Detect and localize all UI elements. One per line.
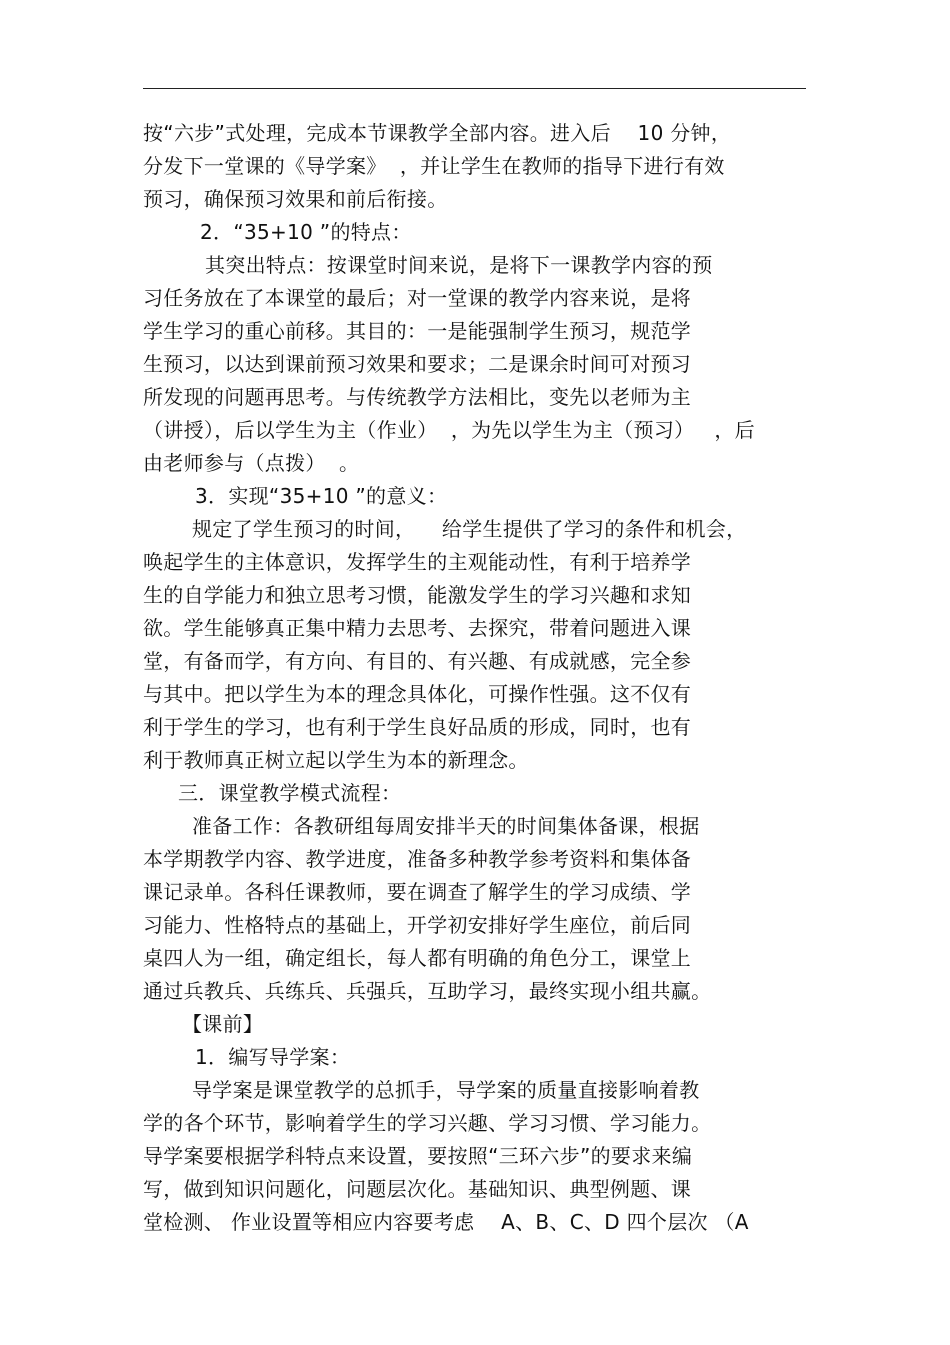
text-line: （讲授），后以学生为主（作业） ，为先以学生为主（预习） ，后 xyxy=(143,418,755,442)
text-line: 生预习，以达到课前预习效果和要求；二是课余时间可对预习 xyxy=(143,352,692,376)
text-line: 规定了学生预习的时间， 给学生提供了学习的条件和机会， xyxy=(192,517,747,541)
text-line: 按“六步”式处理，完成本节课教学全部内容。进入后 10 分钟， xyxy=(143,121,732,145)
text-line: 写，做到知识问题化，问题层次化。基础知识、典型例题、课 xyxy=(143,1177,692,1201)
text-line: 分发下一堂课的《导学案》 ，并让学生在教师的指导下进行有效 xyxy=(143,154,725,178)
text-line: 桌四人为一组，确定组长，每人都有明确的角色分工，课堂上 xyxy=(143,946,692,970)
text-line: 由老师参与（点拨） 。 xyxy=(143,451,360,475)
section-heading: 【课前】 xyxy=(182,1012,264,1036)
text-line: 课记录单。各科任课教师，要在调查了解学生的学习成绩、学 xyxy=(143,880,692,904)
text-line: 学生学习的重心前移。其目的：一是能强制学生预习，规范学 xyxy=(143,319,692,343)
text-line: 利于教师真正树立起以学生为本的新理念。 xyxy=(143,748,529,772)
text-line: 所发现的问题再思考。与传统教学方法相比，变先以老师为主 xyxy=(143,385,692,409)
text-line: 导学案是课堂教学的总抓手，导学案的质量直接影响着教 xyxy=(192,1078,700,1102)
text-line: 预习，确保预习效果和前后衔接。 xyxy=(143,187,448,211)
section-heading: 三．课堂教学模式流程： xyxy=(178,781,402,805)
text-line: 本学期教学内容、教学进度，准备多种教学参考资料和集体备 xyxy=(143,847,692,871)
text-line: 堂检测、 作业设置等相应内容要考虑 A、B、C、D 四个层次 （A xyxy=(143,1210,749,1234)
section-heading: 1．编写导学案： xyxy=(195,1045,351,1069)
text-line: 通过兵教兵、兵练兵、兵强兵，互助学习，最终实现小组共赢。 xyxy=(143,979,712,1003)
section-heading: 3．实现“35+10 ”的意义： xyxy=(195,484,448,508)
text-line: 准备工作：各教研组每周安排半天的时间集体备课，根据 xyxy=(192,814,700,838)
section-heading: 2．“35+10 ”的特点： xyxy=(200,220,412,244)
text-line: 学的各个环节，影响着学生的学习兴趣、学习习惯、学习能力。 xyxy=(143,1111,712,1135)
text-line: 利于学生的学习，也有利于学生良好品质的形成，同时，也有 xyxy=(143,715,692,739)
text-line: 习能力、性格特点的基础上，开学初安排好学生座位，前后同 xyxy=(143,913,692,937)
text-line: 堂，有备而学，有方向、有目的、有兴趣、有成就感，完全参 xyxy=(143,649,692,673)
header-rule xyxy=(143,88,806,89)
text-line: 习任务放在了本课堂的最后；对一堂课的教学内容来说，是将 xyxy=(143,286,692,310)
text-line: 其突出特点：按课堂时间来说，是将下一课教学内容的预 xyxy=(205,253,713,277)
text-line: 欲。学生能够真正集中精力去思考、去探究，带着问题进入课 xyxy=(143,616,692,640)
text-line: 与其中。把以学生为本的理念具体化，可操作性强。这不仅有 xyxy=(143,682,692,706)
text-line: 生的自学能力和独立思考习惯，能激发学生的学习兴趣和求知 xyxy=(143,583,692,607)
text-line: 唤起学生的主体意识，发挥学生的主观能动性，有利于培养学 xyxy=(143,550,692,574)
text-line: 导学案要根据学科特点来设置，要按照“三环六步”的要求来编 xyxy=(143,1144,693,1168)
